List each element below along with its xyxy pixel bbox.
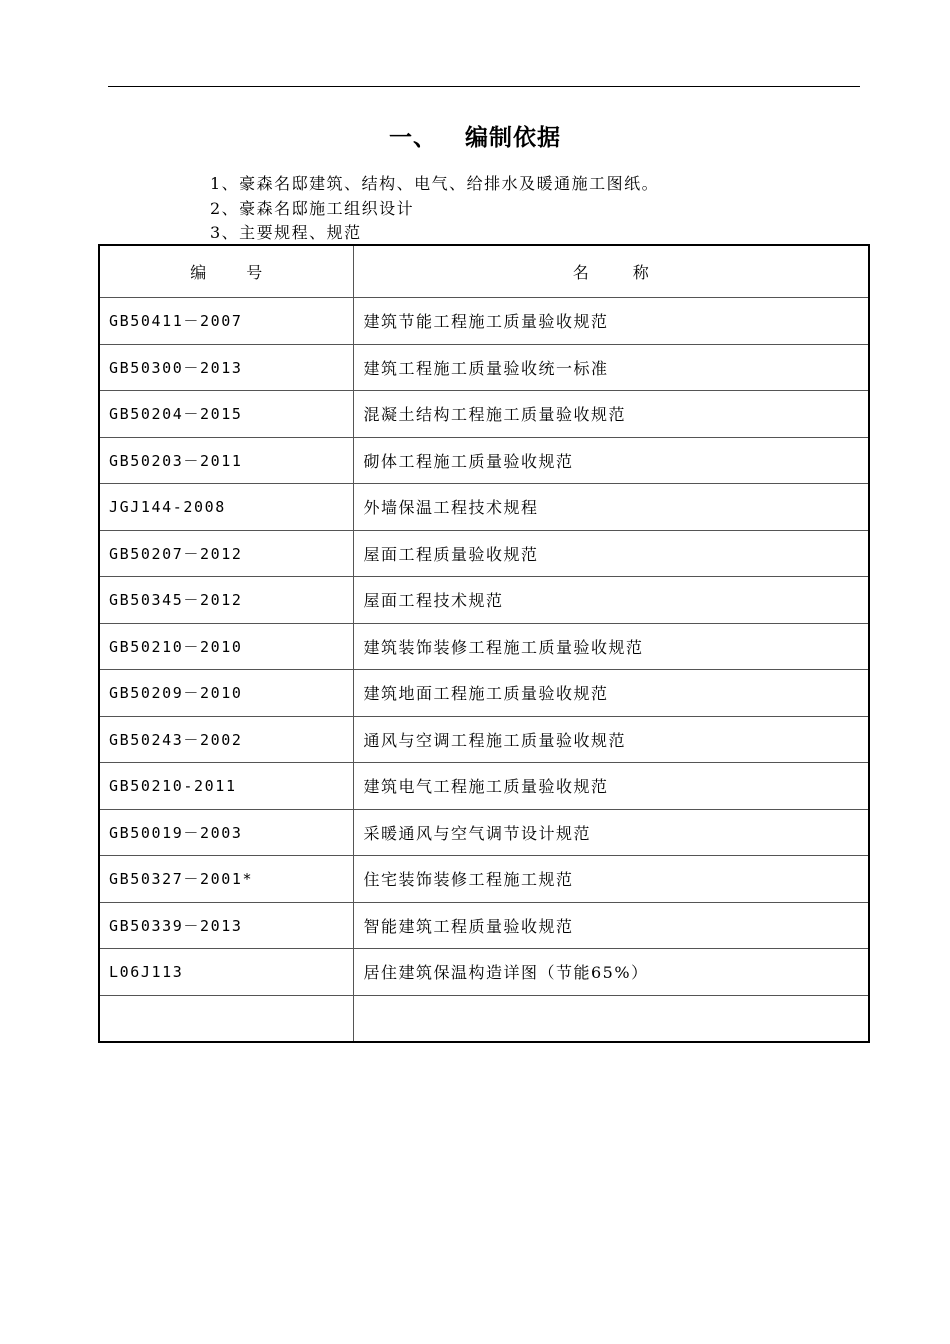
header-name: 名称 [353,245,869,298]
standard-code: GB50243－2002 [99,716,353,763]
standard-code: GB50300－2013 [99,344,353,391]
standard-code: GB50204－2015 [99,391,353,438]
standard-code: GB50411－2007 [99,298,353,345]
standard-code: GB50209－2010 [99,670,353,717]
standard-name: 混凝土结构工程施工质量验收规范 [353,391,869,438]
standard-code: GB50207－2012 [99,530,353,577]
standard-code: GB50019－2003 [99,809,353,856]
standard-name: 智能建筑工程质量验收规范 [353,902,869,949]
table-row [99,577,869,624]
standard-name: 建筑装饰装修工程施工质量验收规范 [353,623,869,670]
standard-name: 建筑节能工程施工质量验收规范 [353,298,869,345]
basis-item: 2、豪森名邸施工组织设计 [210,198,415,218]
table-row [99,484,869,531]
table-row [99,949,869,996]
section-heading [0,118,950,158]
table-row [99,716,869,763]
standard-name: 外墙保温工程技术规程 [353,484,869,531]
standard-name: 通风与空调工程施工质量验收规范 [353,716,869,763]
section-title: 编制依据 [465,125,561,151]
standard-code: GB50327－2001* [99,856,353,903]
table-row [99,530,869,577]
table-row [99,763,869,810]
standard-name: 屋面工程技术规范 [353,577,869,624]
table-row [99,437,869,484]
standard-code [99,995,353,1042]
table-row [99,809,869,856]
standard-code: JGJ144-2008 [99,484,353,531]
table-row [99,670,869,717]
standards-table [98,244,870,1043]
basis-list [210,172,659,246]
basis-item: 1、豪森名邸建筑、结构、电气、给排水及暖通施工图纸。 [210,174,660,193]
standard-name: 采暖通风与空气调节设计规范 [353,809,869,856]
standard-name: 建筑工程施工质量验收统一标准 [353,344,869,391]
standard-name: 建筑电气工程施工质量验收规范 [353,763,869,810]
header-rule [108,86,860,87]
header-code: 编号 [99,245,353,298]
standard-code: L06J113 [99,949,353,996]
standard-code: GB50339－2013 [99,902,353,949]
table-row [99,391,869,438]
basis-item: 3、主要规程、规范 [210,223,362,242]
standard-name: 屋面工程质量验收规范 [353,530,869,577]
table-row [99,902,869,949]
standard-code: GB50345－2012 [99,577,353,624]
standard-name [353,995,869,1042]
table-row-empty [99,995,869,1042]
table-row [99,298,869,345]
table-row [99,344,869,391]
standard-name: 建筑地面工程施工质量验收规范 [353,670,869,717]
standard-name: 居住建筑保温构造详图（节能65%） [353,949,869,996]
table-row [99,856,869,903]
standard-name: 砌体工程施工质量验收规范 [353,437,869,484]
standard-code: GB50203－2011 [99,437,353,484]
standard-name: 住宅装饰装修工程施工规范 [353,856,869,903]
section-number: 一、 [389,125,437,151]
standard-code: GB50210－2010 [99,623,353,670]
table-row [99,623,869,670]
standard-code: GB50210-2011 [99,763,353,810]
table-header-row [99,245,869,298]
